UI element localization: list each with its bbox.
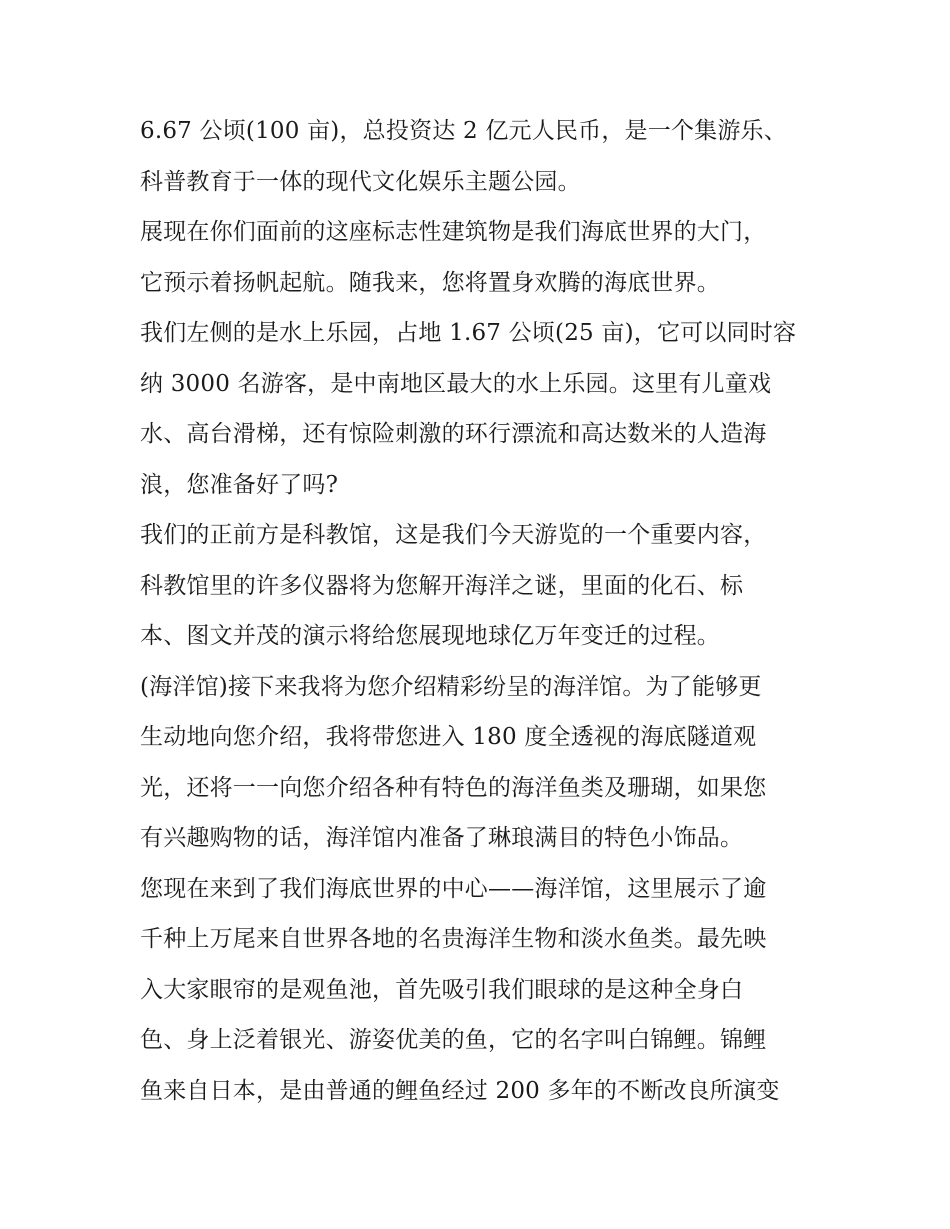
document-body <box>140 106 820 1116</box>
text-line: 展现在你们面前的这座标志性建筑物是我们海底世界的大门， <box>140 219 767 245</box>
text-line: 我们左侧的是水上乐园，占地 1.67 公顷(25 亩)，它可以同时容 <box>140 320 797 346</box>
text-line: (海洋馆)接下来我将为您介绍精彩纷呈的海洋馆。为了能够更 <box>140 673 762 700</box>
text-line: 纳 3000 名游客，是中南地区最大的水上乐园。这里有儿童戏 <box>140 370 772 397</box>
text-line: 科普教育于一体的现代文化娱乐主题公园。 <box>140 168 581 195</box>
text-line: 光，还将一一向您介绍各种有特色的海洋鱼类及珊瑚，如果您 <box>140 774 767 801</box>
text-line: 6.67 公顷(100 亩)，总投资达 2 亿元人民币，是一个集游乐、 <box>140 118 787 144</box>
text-line: 色、身上泛着银光、游姿优美的鱼，它的名字叫白锦鲤。锦鲤 <box>140 1027 767 1053</box>
text-line: 我们的正前方是科教馆，这是我们今天游览的一个重要内容， <box>140 522 767 548</box>
text-line: 有兴趣购物的话，海洋馆内准备了琳琅满目的特色小饰品。 <box>140 825 744 851</box>
text-line: 水、高台滑梯，还有惊险刺激的环行漂流和高达数米的人造海 <box>140 421 767 447</box>
text-line: 鱼来自日本，是由普通的鲤鱼经过 200 多年的不断改良所演变 <box>140 1077 780 1104</box>
text-line: 千种上万尾来自世界各地的名贵海洋生物和淡水鱼类。最先映 <box>140 926 767 952</box>
text-line: 您现在来到了我们海底世界的中心——海洋馆，这里展示了逾 <box>140 875 767 902</box>
text-line: 入大家眼帘的是观鱼池，首先吸引我们眼球的是这种全身白 <box>140 976 744 1003</box>
text-line: 它预示着扬帆起航。随我来，您将置身欢腾的海底世界。 <box>140 269 720 296</box>
text-line: 科教馆里的许多仪器将为您解开海洋之谜，里面的化石、标 <box>140 572 744 599</box>
text-line: 生动地向您介绍，我将带您进入 180 度全透视的海底隧道观 <box>140 724 757 750</box>
text-line: 浪，您准备好了吗? <box>140 471 339 498</box>
text-line: 本、图文并茂的演示将给您展现地球亿万年变迁的过程。 <box>140 623 720 649</box>
